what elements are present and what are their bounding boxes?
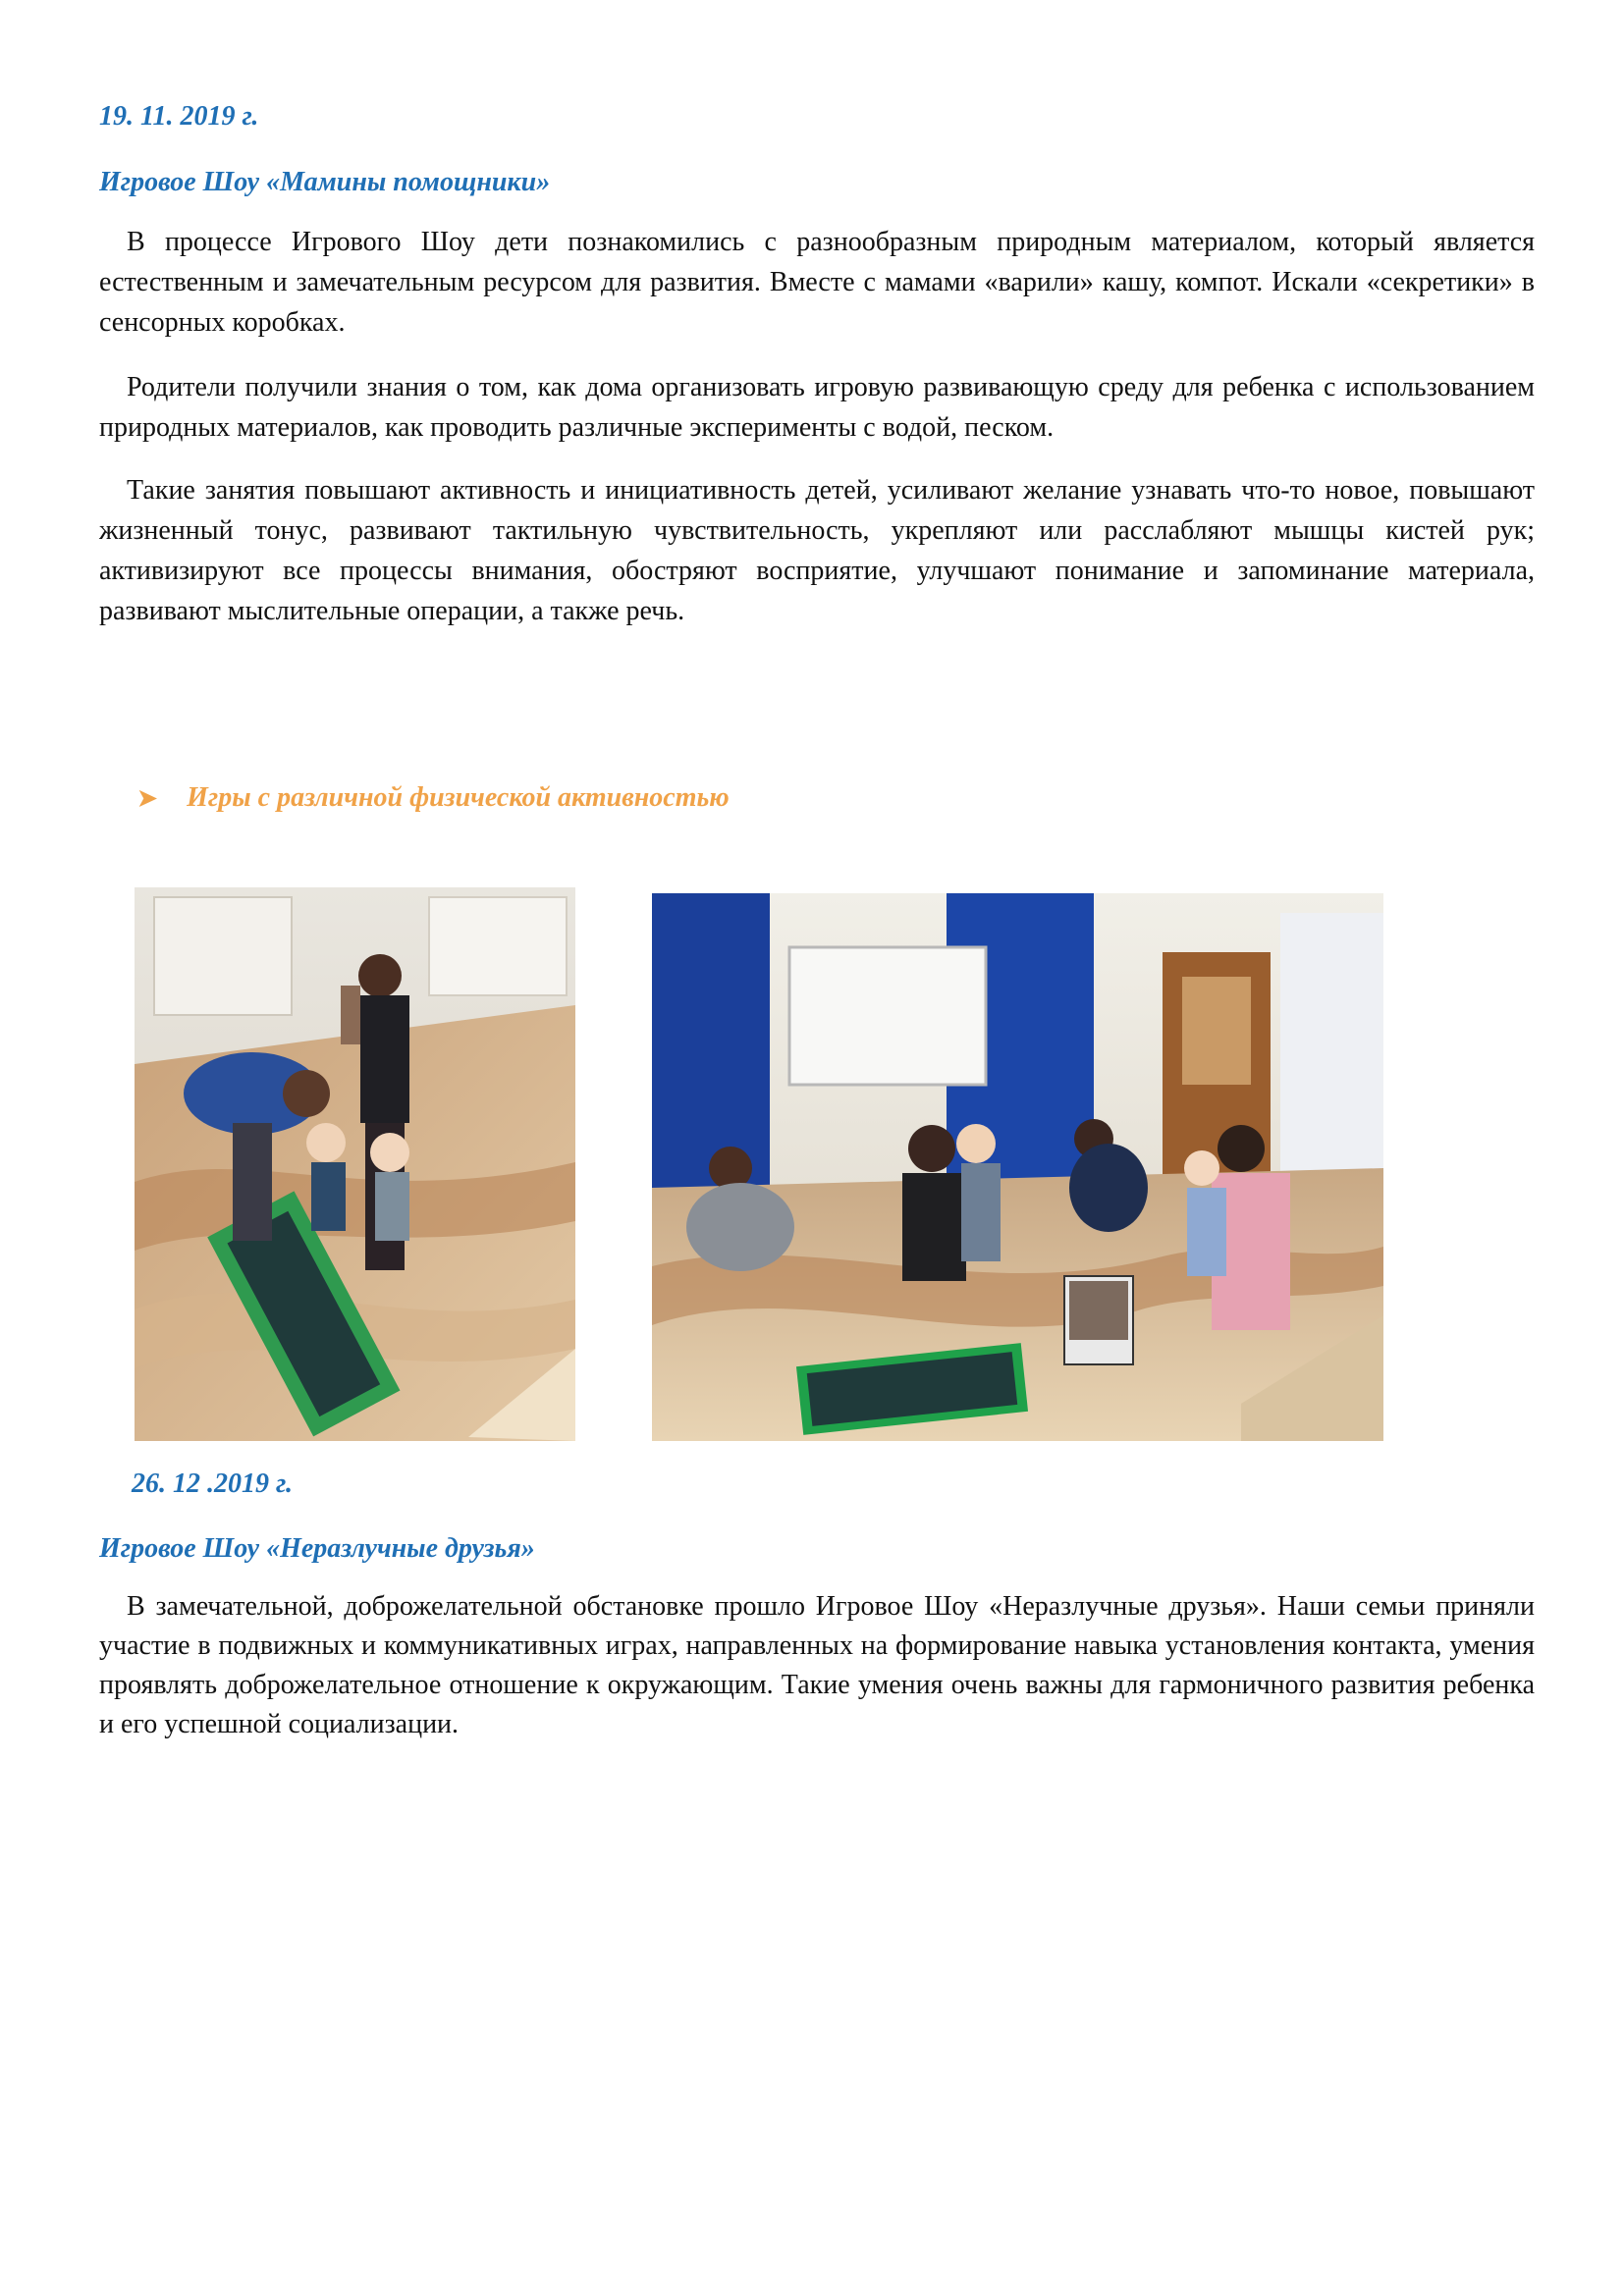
activity-bullet-text: Игры с различной физической активностью — [187, 782, 730, 813]
section2-date: 26. 12 .2019 г. — [132, 1468, 293, 1499]
section2-title: Игровое Шоу «Неразлучные друзья» — [99, 1533, 535, 1564]
arrow-bullet-icon: ➤ — [137, 785, 158, 812]
section1-paragraph-3: Такие занятия повышают активность и инициативность детей, усиливают желание узнавать что-то новое, повышают жизненный тонус, развивают тактильную чувствительность, укрепляют или расслабляют мышцы кистей рук; активизируют все процессы внимания, обостряют восприятие, улучшают понимание и запоминание материала, развивают мыслительные операции, а также речь. — [99, 475, 1535, 626]
photo-mothers-children-mat — [135, 887, 575, 1441]
section1-title: Игровое Шоу «Мамины помощники» — [99, 167, 551, 197]
section1-paragraph-2: Родители получили знания о том, как дома организовать игровую развивающую среду для ребенка с использованием природных материалов, как проводить различные эксперименты с водой, песком. — [99, 372, 1535, 443]
activity-bullet-heading — [137, 782, 730, 814]
photo-group-hall — [652, 893, 1383, 1441]
section2-paragraph: В замечательной, доброжелательной обстановке прошло Игровое Шоу «Неразлучные друзья». Наши семьи приняли участие в подвижных и коммуникативных играх, направленных на формирование навыка установления контакта, умения проявлять доброжелательное отношение к окружающим. Такие умения очень важны для гармоничного развития ребенка и его успешной социализации. — [99, 1591, 1535, 1739]
section1-date: 19. 11. 2019 г. — [99, 101, 259, 132]
section1-paragraph-1: В процессе Игрового Шоу дети познакомились с разнообразным природным материалом, который является естественным и замечательным ресурсом для развития. Вместе с мамами «варили» кашу, компот. Искали «секретики» в сенсорных коробках. — [99, 227, 1535, 338]
